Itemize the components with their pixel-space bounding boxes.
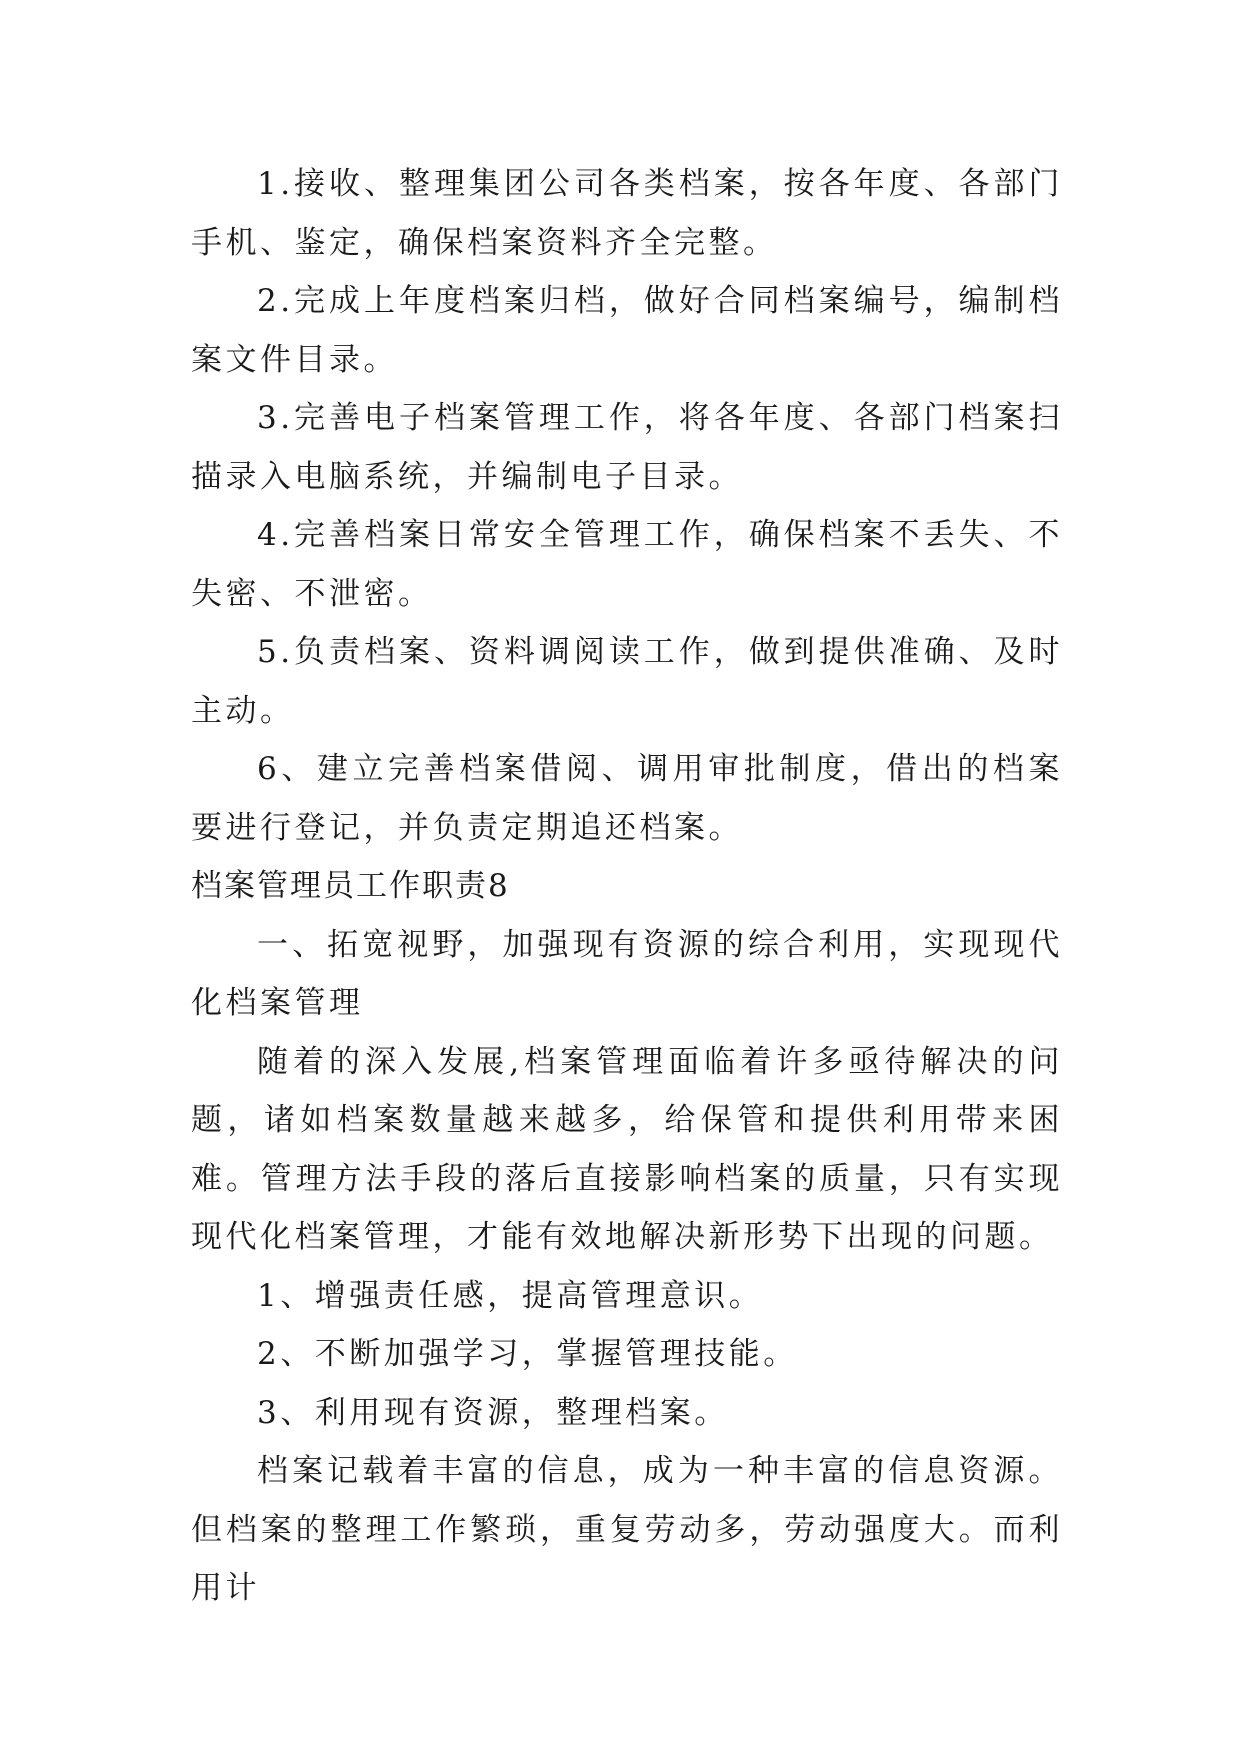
- paragraph-duty-2: 2.完成上年度档案归档，做好合同档案编号，编制档案文件目录。: [191, 283, 1063, 378]
- paragraph-duty-4: 4.完善档案日常安全管理工作，确保档案不丢失、不失密、不泄密。: [191, 517, 1063, 612]
- paragraph-duty-3: 3.完善电子档案管理工作，将各年度、各部门档案扫描录入电脑系统，并编制电子目录。: [191, 400, 1063, 495]
- section-paragraph-2: 随着的深入发展,档案管理面临着许多亟待解决的问题，诸如档案数量越来越多，给保管和提供利用带来困难。管理方法手段的落后直接影响档案的质量，只有实现现代化档案管理，才能有效地解决新形势下出现的问题。: [191, 1043, 1063, 1255]
- section-heading: 档案管理员工作职责8: [191, 868, 510, 904]
- section-paragraph-1: 一、拓宽视野，加强现有资源的综合利用，实现现代化档案管理: [191, 926, 1063, 1021]
- document-body: [191, 155, 1063, 1618]
- section-paragraph-3: 1、增强责任感，提高管理意识。: [257, 1277, 764, 1314]
- section-paragraph-6: 档案记载着丰富的信息，成为一种丰富的信息资源。但档案的整理工作繁琐，重复劳动多，劳动强度大。而利用计: [191, 1453, 1063, 1606]
- paragraph-duty-6: 6、建立完善档案借阅、调用审批制度，借出的档案要进行登记，并负责定期追还档案。: [191, 751, 1063, 846]
- section-paragraph-5: 3、利用现有资源，整理档案。: [257, 1394, 729, 1431]
- section-paragraph-4: 2、不断加强学习，掌握管理技能。: [257, 1336, 798, 1372]
- paragraph-duty-5: 5.负责档案、资料调阅读工作，做到提供准确、及时主动。: [191, 634, 1063, 729]
- paragraph-duty-1: 1.接收、整理集团公司各类档案，按各年度、各部门手机、鉴定，确保档案资料齐全完整。: [191, 166, 1063, 261]
